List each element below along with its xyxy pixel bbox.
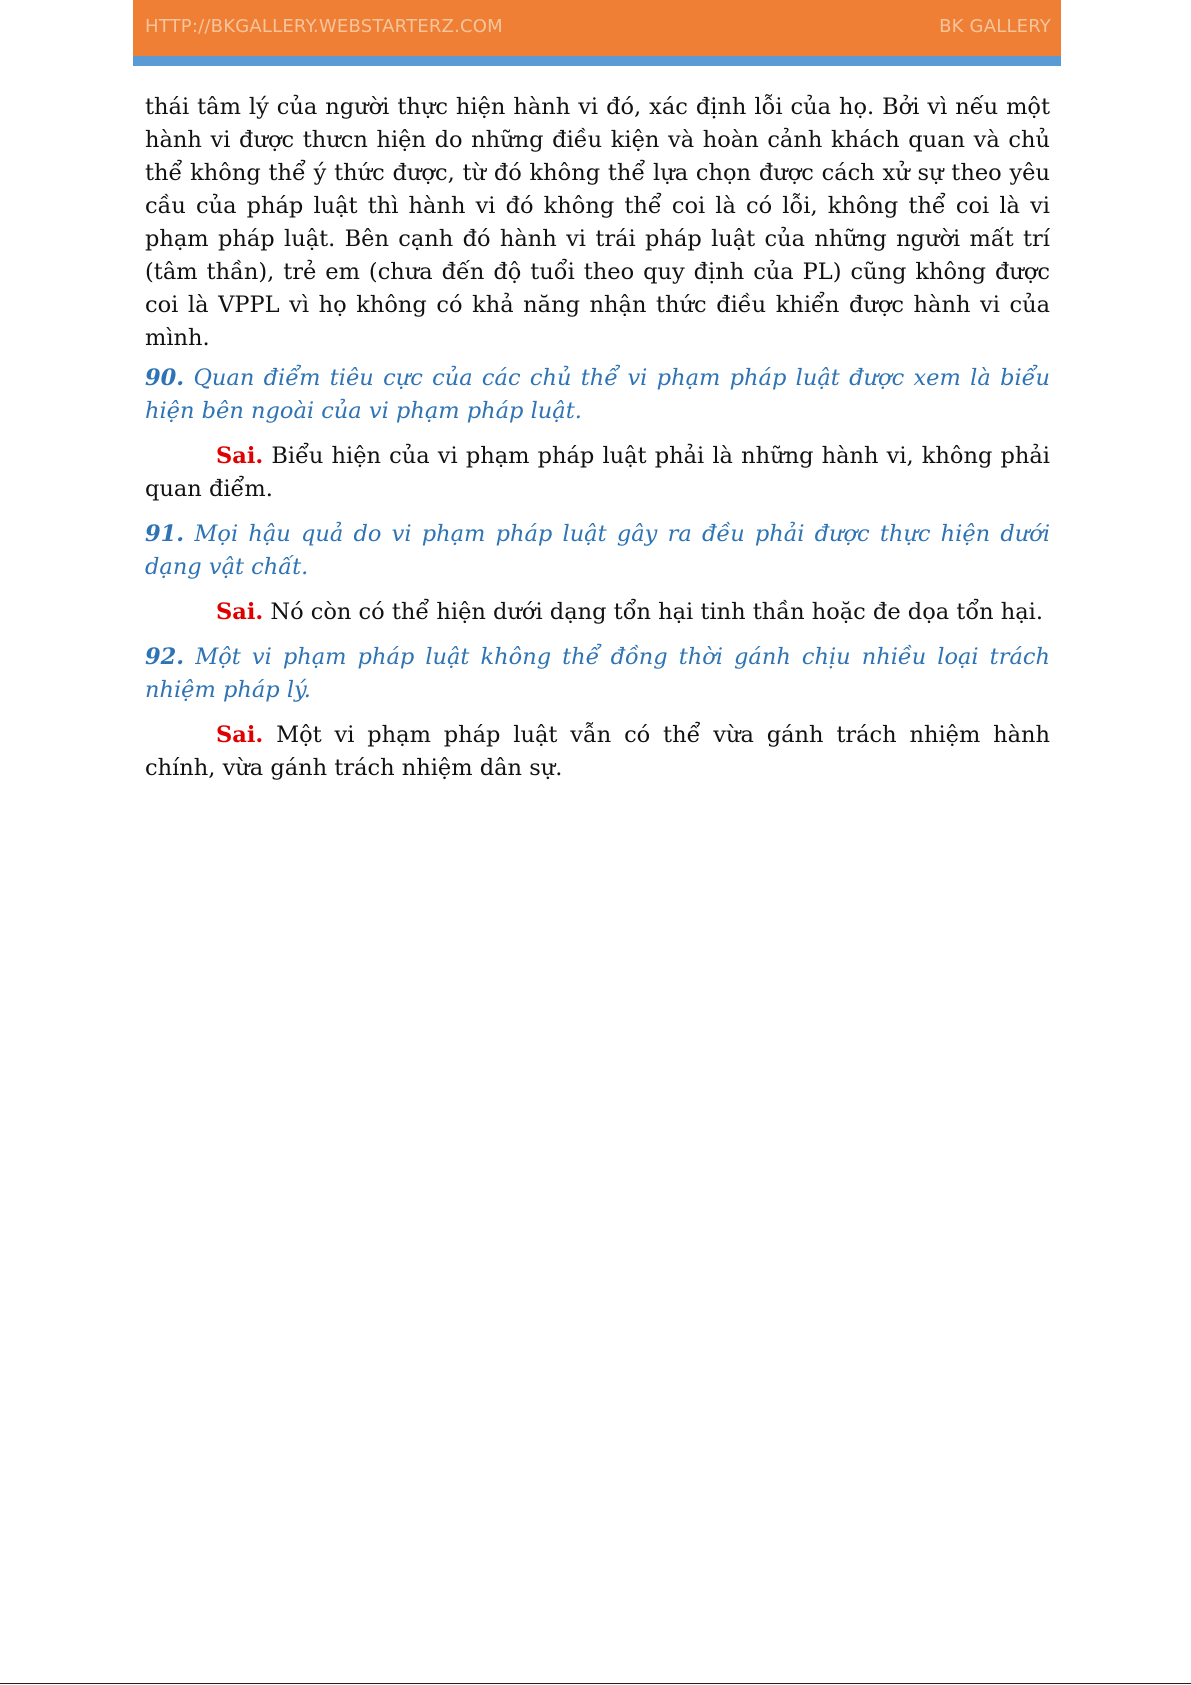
question-number: 92. [145, 644, 185, 670]
question-text: Mọi hậu quả do vi phạm pháp luật gây ra đều phải được thực hiện dưới dạng vật chất. [145, 521, 1051, 580]
answer-text: Nó còn có thể hiện dưới dạng tổn hại tinh thần hoặc đe dọa tổn hại. [270, 599, 1044, 625]
question-text: Một vi phạm pháp luật không thể đồng thời gánh chịu nhiều loại trách nhiệm pháp lý. [145, 644, 1050, 703]
question-text: Quan điểm tiêu cực của các chủ thể vi phạm pháp luật được xem là biểu hiện bên ngoài của vi phạm pháp luật. [145, 365, 1050, 424]
answer-text: Một vi phạm pháp luật vẫn có thể vừa gánh trách nhiệm hành chính, vừa gánh trách nhiệm dân sự. [145, 722, 1051, 781]
document-body [145, 91, 1050, 797]
answer [145, 719, 1050, 785]
verdict-label: Sai. [216, 722, 264, 748]
qa-item-92 [145, 641, 1050, 785]
verdict-label: Sai. [216, 599, 264, 625]
question [145, 362, 1050, 428]
answer-text: Biểu hiện của vi phạm pháp luật phải là những hành vi, không phải quan điểm. [145, 443, 1050, 502]
verdict-label: Sai. [216, 443, 264, 469]
question [145, 641, 1050, 707]
answer [145, 596, 1050, 629]
qa-item-91 [145, 518, 1050, 629]
header-stripe [133, 56, 1061, 66]
question [145, 518, 1050, 584]
header-url: HTTP://BKGALLERY.WEBSTARTERZ.COM [145, 16, 503, 37]
qa-item-90 [145, 362, 1050, 506]
answer [145, 440, 1050, 506]
footer-rule [0, 1683, 1191, 1684]
intro-paragraph: thái tâm lý của người thực hiện hành vi đó, xác định lỗi của họ. Bởi vì nếu một hành vi được thưcn hiện do những điều kiện và hoàn cảnh khách quan và chủ thể không thể ý thức được, từ đó không thể lựa chọn được cách xử sự theo yêu cầu của pháp luật thì hành vi đó không thể coi là có lỗi, không thể coi là vi phạm pháp luật. Bên cạnh đó hành vi trái pháp luật của những người mất trí (tâm thần), trẻ em (chưa đến độ tuổi theo quy định của PL) cũng không được coi là VPPL vì họ không có khả năng nhận thức điều khiển được hành vi của mình. [145, 94, 1050, 351]
header-site-name: BK GALLERY [939, 16, 1051, 37]
question-number: 91. [145, 521, 185, 547]
question-number: 90. [145, 365, 185, 391]
